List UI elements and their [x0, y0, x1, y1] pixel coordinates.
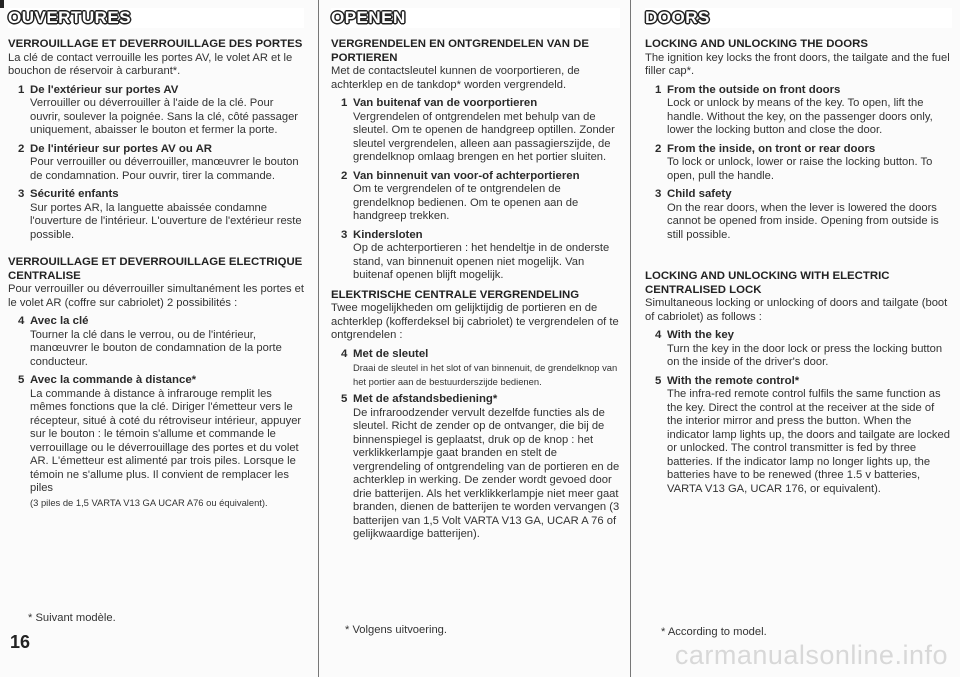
item-text: Sur portes AR, la languette abaissée condamne l'ouverture de l'intérieur. L'ouverture de l'extérieur reste possible.: [30, 201, 302, 241]
section-heading-door-locking: VERGRENDELEN EN ONTGRENDELEN VAN DE PORTIEREN: [331, 38, 590, 64]
watermark: carmanualsonline.info: [674, 640, 948, 670]
item-number: 3: [655, 188, 662, 200]
list-item: [331, 229, 620, 283]
item-text: Op de achterportieren : het hendeltje in de onderste stand, van binnenuit openen niet mogelijk. Van buitenaf openen blijft mogelijk.: [353, 242, 610, 281]
page-heading-en: DOORS: [645, 8, 952, 28]
item-number: 5: [655, 374, 662, 387]
section-intro: Met de contactsleutel kunnen de voorportieren, de achterklep en de tankdop* worden vergrendeld.: [331, 65, 580, 91]
footnote: * According to model.: [661, 626, 767, 638]
item-text: Draai de sleutel in het slot of van binnenuit, de grendelknop van het portier aan de bestuurderszijde bedienen.: [353, 362, 618, 387]
page-heading-fr: OUVERTURES: [8, 8, 304, 28]
item-text: Turn the key in the door lock or press the locking button on the inside of the driver's door.: [667, 342, 943, 368]
footnote: * Volgens uitvoering.: [345, 624, 447, 636]
item-text: Verrouiller ou déverrouiller à l'aide de la clé. Pour ouvrir, soulever la poignée. Sans la clé, côté passager uniquement, abaisser le bouton et fermer la porte.: [30, 97, 299, 136]
item-number: 1: [655, 83, 662, 96]
page-number: 16: [10, 632, 31, 652]
column-english: [630, 0, 960, 677]
item-text: Pour verrouiller ou déverrouiller, manœuvrer le bouton de condamnation. Pour ouvrir, tirer la commande.: [30, 156, 299, 182]
section-intro: The ignition key locks the front doors, the tailgate and the fuel filler cap*.: [645, 51, 950, 77]
column-dutch: [318, 0, 630, 677]
item-title: Van buitenaf van de voorportieren: [353, 97, 538, 109]
item-title: De l'intérieur sur portes AV ou AR: [30, 142, 213, 155]
item-text: Tourner la clé dans le verrou, ou de l'intérieur, manœuvrer le bouton de condamnation de la porte conducteur.: [30, 328, 282, 368]
item-text: Lock or unlock by means of the key. To open, lift the handle. Without the key, on the passenger doors only, lower the locking button and close the door.: [667, 97, 933, 136]
item-text: Om te vergrendelen of te ontgrendelen de grendelknop bedienen. Om te openen aan de handgreep trekken.: [353, 183, 579, 222]
item-title: Kindersloten: [353, 228, 423, 241]
section-heading-door-locking: VERROUILLAGE ET DEVERROUILLAGE DES PORTES: [8, 38, 303, 50]
item-title: With the remote control*: [667, 374, 800, 387]
item-number: 2: [655, 142, 662, 155]
item-title: De l'extérieur sur portes AV: [30, 83, 179, 96]
section-intro: La clé de contact verrouille les portes AV, le volet AR et le bouchon de réservoir à carburant*.: [8, 51, 293, 77]
item-title: Met de sleutel: [353, 347, 429, 360]
footnote: * Suivant modèle.: [28, 612, 116, 624]
item-number: 2: [341, 169, 348, 182]
section-heading-central-locking: ELEKTRISCHE CENTRALE VERGRENDELING: [331, 288, 580, 301]
item-title: Avec la commande à distance*: [30, 374, 197, 386]
item-title: From the outside on front doors: [667, 83, 841, 96]
list-item: [8, 143, 304, 184]
list-item: [8, 315, 304, 369]
section-intro: Simultaneous locking or unlocking of doors and tailgate (boot of cabriolet) as follows :: [645, 297, 948, 323]
section-intro: Pour verrouiller ou déverrouiller simultanément les portes et le volet AR (coffre sur cabriolet) 2 possibilités :: [8, 283, 304, 309]
item-text: Vergrendelen of ontgrendelen met behulp van de sleutel. Om te openen de handgreep optillen. Zonder sleutel vergrendelen, alleen aan passagierszijde, de grendelknop omlaag brengen en het portier sluiten.: [353, 110, 615, 163]
page-heading-nl: OPENEN: [331, 8, 620, 28]
list-item: [645, 188, 952, 242]
item-text: To lock or unlock, lower or raise the locking button. To open, pull the handle.: [667, 156, 933, 182]
list-item: [331, 348, 620, 389]
list-item: [645, 84, 952, 138]
item-number: 4: [341, 347, 348, 360]
item-number: 5: [341, 393, 348, 405]
section-heading-central-locking: VERROUILLAGE ET DEVERROUILLAGE ELECTRIQUE CENTRALISE: [8, 256, 303, 282]
item-number: 1: [341, 97, 348, 109]
item-number: 5: [18, 374, 25, 386]
section-heading-central-locking: LOCKING AND UNLOCKING WITH ELECTRIC CENTRALISED LOCK: [645, 270, 890, 296]
item-title: Avec la clé: [30, 315, 89, 327]
item-title: Van binnenuit van voor-of achterportieren: [353, 169, 580, 182]
list-item: [331, 97, 620, 165]
item-number: 2: [18, 142, 25, 155]
list-item: [8, 188, 304, 242]
item-title: Sécurité enfants: [30, 188, 119, 200]
item-title: Child safety: [667, 188, 732, 200]
item-number: 3: [341, 228, 348, 241]
list-item: [645, 329, 952, 370]
list-item: [645, 375, 952, 497]
item-text: La commande à distance à infrarouge remplit les mêmes fonctions que la clé. Diriger l'émetteur vers le récepteur, situé à coté du rétroviseur intérieur, appuyer sur le bouton : le témoin s'allume et commande le verrouillage ou le déverrouillage des portes et du volet AR. L'émetteur est alimenté par trois piles. Lorsque le témoin ne s'allume plus. Il convient de remplacer les piles: [30, 387, 302, 494]
battery-spec: (3 piles de 1,5 VARTA V13 GA UCAR A76 ou équivalent).: [30, 496, 268, 508]
item-text: On the rear doors, when the lever is lowered the doors cannot be opened from inside. Opening from outside is still possible.: [667, 201, 939, 241]
list-item: [331, 170, 620, 224]
list-item: [8, 374, 304, 509]
section-intro: Twee mogelijkheden om gelijktijdig de portieren en de achterklep (kofferdeksel bij cabriolet) te vergrendelen of te ontgrendelen :: [331, 302, 619, 341]
item-title: From the inside, on tront or rear doors: [667, 142, 876, 155]
list-item: [645, 143, 952, 184]
item-number: 4: [18, 315, 25, 327]
item-text: De infraroodzender vervult dezelfde functies als de sleutel. Richt de zender op de ontvanger, die bij de binnenspiegel is geplaatst, druk op de knop : het verklikkerlampje gaat branden en stelt de vergrendeling of ontgrendeling van de portieren en de achterklep in werking. De zender wordt gevoed door drie batterijen. Als het verklikkerlampje niet meer gaat branden, dienen de batterijen te worden vervangen (3 batterijen van 1,5 Volt VARTA V13 GA, UCAR A 76 of gelijkwaardige batterijen).: [353, 406, 620, 540]
section-heading-door-locking: LOCKING AND UNLOCKING THE DOORS: [645, 38, 868, 50]
item-number: 4: [655, 329, 662, 341]
item-number: 1: [18, 83, 25, 96]
item-title: With the key: [667, 329, 734, 341]
item-number: 3: [18, 188, 25, 200]
list-item: [331, 393, 620, 542]
list-item: [8, 84, 304, 138]
item-text: The infra-red remote control fulfils the same function as the key. Direct the control at the receiver at the side of the interior mirror and press the button. When the indicator lamp lights up, the doors and tailgate are locked or unlocked. The control transmitter is fed by three batteries. If the indicator lamp no longer lights up, the batteries have to be renewed (three 1.5 v batteries, VARTA V13 GA, UCAR 176, or equivalent).: [667, 388, 950, 495]
column-french: [0, 0, 318, 677]
item-title: Met de afstandsbediening*: [353, 393, 498, 405]
